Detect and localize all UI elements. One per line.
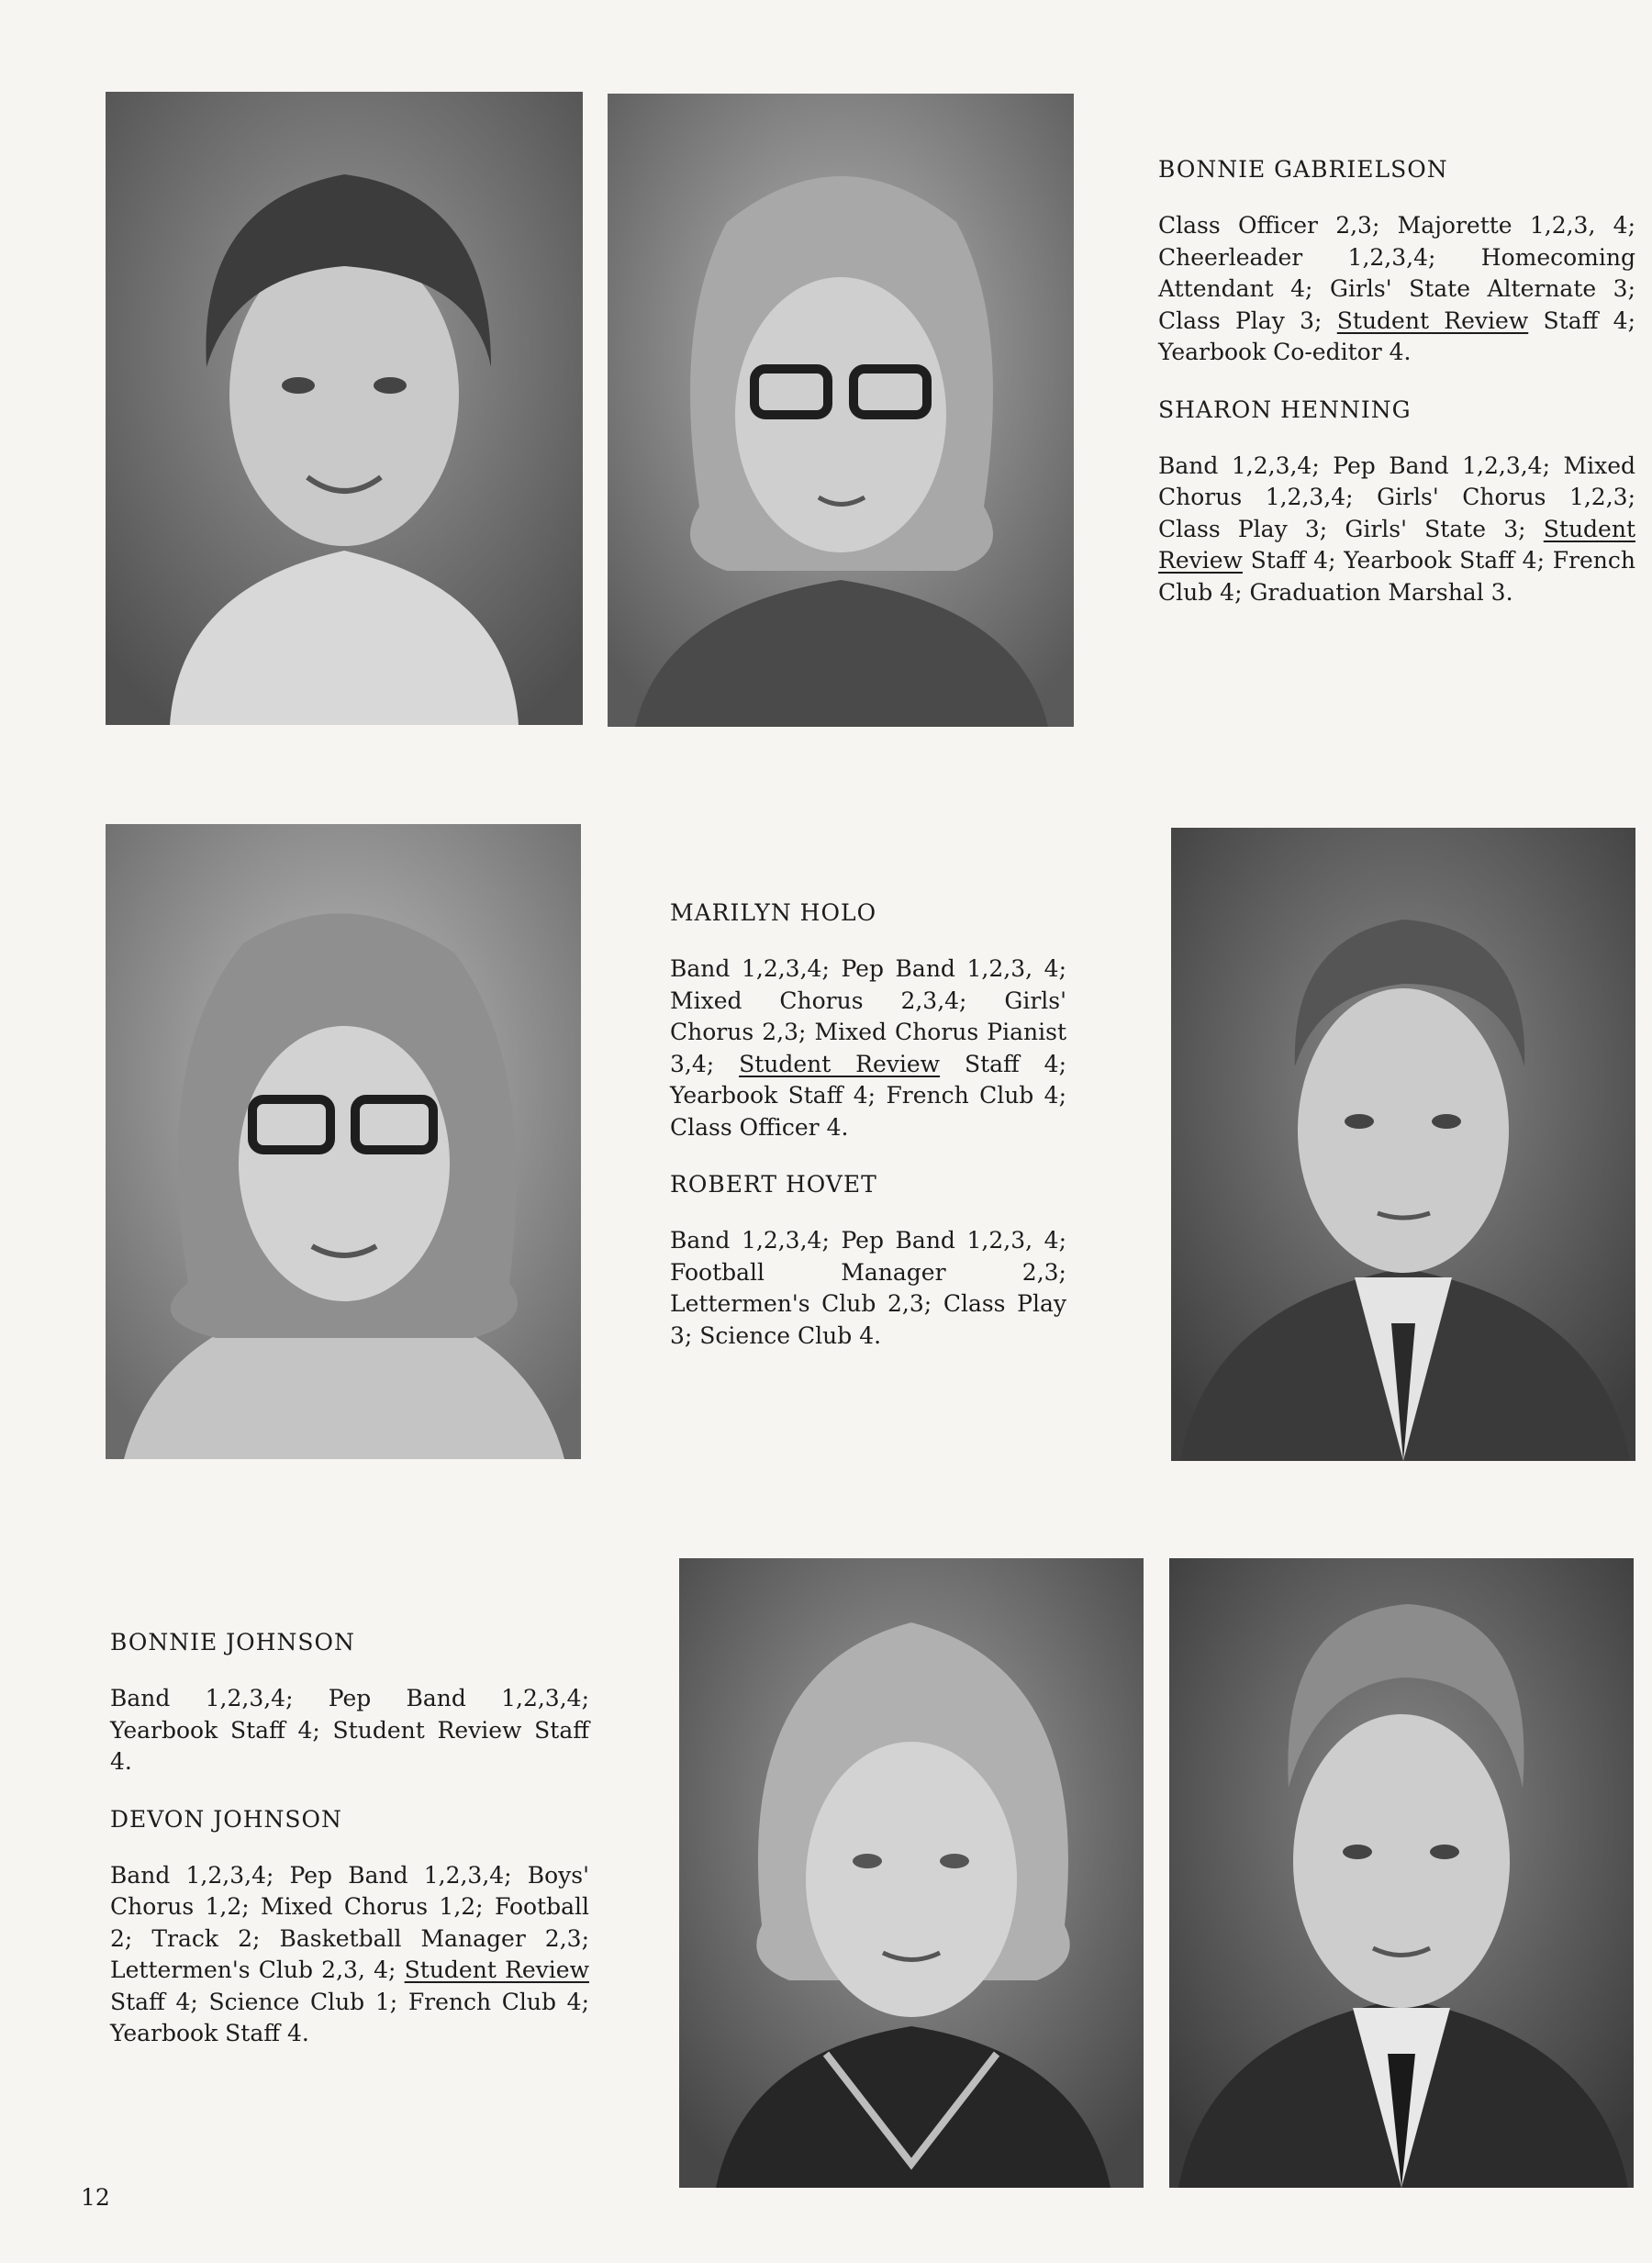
student-activities: Band 1,2,3,4; Pep Band 1,2,3,4; Yearbook Staff 4; Student Review Staff 4. bbox=[110, 1685, 589, 1775]
publication-title: Student Review bbox=[404, 1956, 589, 1983]
student-name: DEVON JOHNSON bbox=[110, 1805, 342, 1833]
student-activities: Band 1,2,3,4; Pep Band 1,2,3,4; Mixed Chorus 1,2,3,4; Girls' Chorus 1,2,3; Class Play 3; Girls' State 3; Student Review Staff 4; Yearbook Staff 4; French Club 4; Graduation Marshal 3. bbox=[1158, 451, 1635, 606]
student-activities: Band 1,2,3,4; Pep Band 1,2,3, 4; Football Manager 2,3; Lettermen's Club 2,3; Class Play 3; Science Club 4. bbox=[670, 1227, 1066, 1349]
entry-bonnie-johnson bbox=[110, 1629, 589, 2078]
entry-marilyn-holo bbox=[670, 899, 1066, 1379]
publication-title: Student Review bbox=[1336, 307, 1529, 334]
student-activities: Band 1,2,3,4; Pep Band 1,2,3,4; Boys' Chorus 1,2; Mixed Chorus 1,2; Football 2; Track 2; Basketball Manager 2,3; Lettermen's Club 2,3, 4; Student Review Staff 4; Science Club 1; French Club 4; Yearbook Staff 4. bbox=[110, 1861, 589, 2046]
entry-bonnie-gabrielson bbox=[1158, 156, 1635, 636]
student-name: ROBERT HOVET bbox=[670, 1171, 877, 1198]
portrait-sharon-henning bbox=[608, 94, 1074, 727]
publication-title: Student Review bbox=[739, 1050, 941, 1077]
student-name: SHARON HENNING bbox=[1158, 396, 1412, 423]
portrait-female-student bbox=[679, 1558, 1144, 2188]
student-name: BONNIE GABRIELSON bbox=[1158, 156, 1448, 183]
student-name: MARILYN HOLO bbox=[670, 899, 877, 926]
student-activities: Class Officer 2,3; Majorette 1,2,3, 4; Cheerleader 1,2,3,4; Homecoming Attendant 4; Girls' State Alternate 3; Class Play 3; Student Review Staff 4; Yearbook Co-editor 4. bbox=[1158, 212, 1635, 365]
student-activities: Band 1,2,3,4; Pep Band 1,2,3, 4; Mixed Chorus 2,3,4; Girls' Chorus 2,3; Mixed Chorus Pianist 3,4; Student Review Staff 4; Yearbook Staff 4; French Club 4; Class Officer 4. bbox=[670, 955, 1066, 1141]
page-number: 12 bbox=[81, 2184, 110, 2211]
publication-title: Student Review bbox=[1158, 515, 1635, 574]
student-name: BONNIE JOHNSON bbox=[110, 1629, 355, 1655]
portrait-bonnie-gabrielson bbox=[106, 92, 583, 725]
portrait-devon-johnson bbox=[1169, 1558, 1634, 2188]
portrait-marilyn-holo bbox=[106, 824, 581, 1459]
portrait-robert-hovet bbox=[1171, 828, 1635, 1461]
